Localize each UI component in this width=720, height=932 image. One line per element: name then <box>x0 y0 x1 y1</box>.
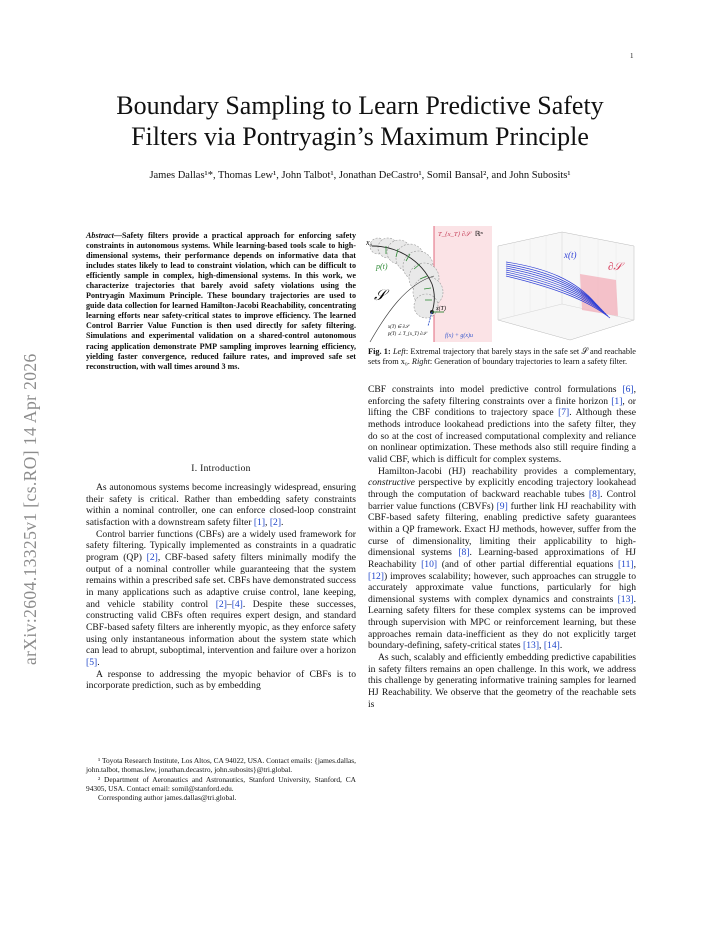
boundary-trajectory-plot <box>498 232 634 340</box>
citation-link[interactable]: [9] <box>496 500 508 512</box>
citation-link[interactable]: [8] <box>458 547 470 559</box>
abstract <box>86 231 356 372</box>
section-heading-introduction: I. Introduction <box>191 464 251 474</box>
abstract-text: —Safety filters provide a practical approach for enforcing safety constraints in autonomous systems. While learning-based tools scale to high-dimensional systems, their performance depends on informative data that includes states likely to lead to constraint violation, which can be difficult to efficiently sample in complex, high-dimensional systems. In this work, we characterize trajectories that barely avoid safety violations using the Pontryagin Maximum Principle. These boundary trajectories are used to guide data collection for learned Hamilton-Jacobi Reachability, concentrating learning efforts near safety-critical states to improve efficiency. The learned Control Barrier Value Function is then used directly for safety filtering. Simulations and experimental validation on a shared-control autonomous racing application demonstrate PMP sampling improves learning efficiency, yielding faster convergence, reduced failure rates, and improved safe set reconstruction, with wall times around 3 ms. <box>86 231 356 371</box>
title-line-2: Filters via Pontryagin’s Maximum Principle <box>131 122 589 151</box>
footnote-3: Corresponding author james.dallas@tri.global. <box>98 793 237 803</box>
intro-paragraph-1 <box>86 482 356 529</box>
citation-link[interactable]: [14] <box>543 640 560 652</box>
text-run: ) improves scalability; however, such approaches can struggle to accurately approximate value functions, particularly for high dimensional systems with complex dynamics and constraints <box>368 570 636 605</box>
text-run: CBF constraints into model predictive control formulations <box>368 384 623 395</box>
citation-link[interactable]: [10] <box>421 558 438 570</box>
footnote-2: ² Department of Aeronautics and Astronautics, Stanford University, Stanford, CA 94305, USA. Contact email: somil@stanford.edu. <box>86 774 356 793</box>
intro-paragraph-3: A response to addressing the myopic behavior of CBFs is to incorporate prediction, such as by embedding <box>86 668 356 692</box>
text-run: , <box>633 558 636 570</box>
label-safe-set: 𝒮 <box>374 288 386 304</box>
label-terminal-condition-1: x(T) ∈ ∂𝒮 <box>388 325 409 330</box>
right-paragraph-2 <box>368 466 636 653</box>
text-run: Control barrier functions (CBFs) are a widely used framework for safety filtering. Typically implemented as constraints in a quadratic program (QP) <box>86 528 356 563</box>
label-terminal-condition-2: p(T) ⊥ T_{x_T} ∂𝒮 <box>388 332 427 337</box>
footnotes <box>86 756 356 802</box>
abstract-lead: Abstract <box>86 231 114 240</box>
label-trajectory: x(t) <box>564 250 577 260</box>
label-xT: x(T) <box>436 306 446 312</box>
text-run: Hamilton-Jacobi (HJ) reachability provides a complementary, <box>378 465 636 477</box>
label-x0: x₀ <box>366 238 373 247</box>
text-run: . <box>559 640 563 652</box>
citation-link[interactable]: [6] <box>622 384 634 395</box>
tangent-plane-region <box>434 226 492 342</box>
label-costate: p(t) <box>376 262 388 271</box>
text-run: . <box>281 516 284 528</box>
figure-1 <box>366 224 638 344</box>
citation-link[interactable]: [13] <box>523 640 540 652</box>
reachable-sets <box>370 238 443 318</box>
citation-link[interactable]: [12] <box>368 570 384 582</box>
right-column-body <box>368 384 636 710</box>
text-run: . <box>97 656 100 668</box>
text-run: – <box>226 598 232 610</box>
author-list: James Dallas¹*, Thomas Lew¹, John Talbot¹, Jonathan DeCastro¹, Somil Bansal², and John Subosits¹ <box>149 170 571 181</box>
caption-left-text: : Extremal trajectory that barely stays in the safe set 𝒮 and reachable sets from x₀. <box>368 347 636 367</box>
arxiv-watermark: arXiv:2604.13325v1 [cs.RO] 14 Apr 2026 <box>20 353 40 665</box>
caption-left-word: Left <box>392 347 406 356</box>
right-paragraph-3: As such, scalably and efficiently embedding predictive capabilities in safety filters remains an open challenge. In this work, we address this challenge by generating informative training samples for learned HJ Reachability. We observe that the geometry of the reachable sets is <box>368 652 636 710</box>
text-run: As autonomous systems become increasingly widespread, ensuring their safety is critical. Rather than embedding safety constraints within a nominal controller, one can enforce closed-loop constraint satisfaction with a downstream safety filter <box>86 482 356 528</box>
text-run: . Control barrier value functions (CBVFs) <box>368 488 636 512</box>
citation-link[interactable]: [1] <box>611 395 623 407</box>
citation-link[interactable]: [11] <box>617 558 634 570</box>
citation-link[interactable]: [1] <box>253 516 266 528</box>
intro-paragraph-2 <box>86 529 356 669</box>
title-line-1: Boundary Sampling to Learn Predictive Safety <box>116 91 604 120</box>
text-run: , <box>539 640 544 652</box>
caption-label: Fig. 1: <box>368 347 391 356</box>
text-run: , enforcing the safety filtering constraints over a finite horizon <box>368 384 636 407</box>
text-run: further link HJ reachability with CBF-based safety filtering, enabling predictive safety guarantees within a QP framework. Exact HJ methods, however, suffer from the curse of dimensionality, limiting their applicability to high-dimensional systems <box>368 500 636 559</box>
figure-1-caption <box>368 347 636 367</box>
introduction-body <box>86 482 356 692</box>
citation-link[interactable]: [13] <box>617 593 634 605</box>
text-run: , CBF-based safety filters minimally modify the output of a nominal controller while guaranteeing that the system remains within a prescribed safe set. CBFs have demonstrated success in many applications such as adaptive cruise control, lane keeping, and vehicle stability control <box>86 551 356 610</box>
label-boundary: ∂𝒮 <box>608 261 622 273</box>
paper-title <box>60 90 660 152</box>
citation-link[interactable]: [2] <box>146 551 158 563</box>
text-run: , <box>265 516 270 528</box>
citation-link[interactable]: [8] <box>588 488 601 500</box>
text-run: . Despite these successes, constructing valid CBFs often requires expert design, and standard CBF-based safety filters are inherently myopic, as they enforce safety using only instantaneous information about the system state which can lead to abrupt, suboptimal, intervention and failure over a horizon <box>86 598 356 657</box>
citation-link[interactable]: [7] <box>558 407 570 419</box>
footnote-1: ¹ Toyota Research Institute, Los Altos, CA 94022, USA. Contact emails: {james.dallas, john.talbot, thomas.lew, jonathan.decastro, john.subosits}@tri.global. <box>86 756 356 775</box>
caption-right-text: : Generation of boundary trajectories to learn a safety filter. <box>429 357 628 367</box>
page-number: 1 <box>630 52 634 60</box>
emphasis: constructive <box>368 477 415 489</box>
text-run: . Learning-based approximations of HJ Reachability <box>368 547 637 570</box>
text-run: . Although these methods introduce lookahead predictions into the safety filter, they do so at the cost of increased computational complexity and reliance on nonlinear optimization. These methods also still require finding a valid CBF, which is difficult for complex systems. <box>368 407 637 465</box>
caption-right-word: Right <box>411 357 430 367</box>
text-run: . Learning safety filters for these complex systems can be improved through supervision with MPC or reinforcement learning, but these approaches remain data-inefficient as they do not explicitly target boundary-defining, safety-critical states <box>368 593 636 652</box>
citation-link[interactable]: [2] <box>215 598 227 610</box>
text-run: , or lifting the CBF conditions to trajectory space <box>368 395 636 419</box>
citation-link[interactable]: [2] <box>269 516 282 528</box>
label-tangent-space: T_{x_T} ∂𝒮 <box>438 231 471 238</box>
text-run: (and of other partial differential equations <box>437 558 618 570</box>
citation-link[interactable]: [4] <box>231 598 243 610</box>
figure-1-graphic <box>366 224 638 344</box>
citation-link[interactable]: [5] <box>86 656 98 668</box>
right-paragraph-1 <box>368 384 636 466</box>
label-rn: ℝⁿ <box>475 230 483 238</box>
text-run: perspective by explicitly encoding trajectory lookahead through the computation of backward reachable tubes <box>368 477 636 500</box>
label-dynamics: f(x) + g(x)u <box>445 333 474 339</box>
